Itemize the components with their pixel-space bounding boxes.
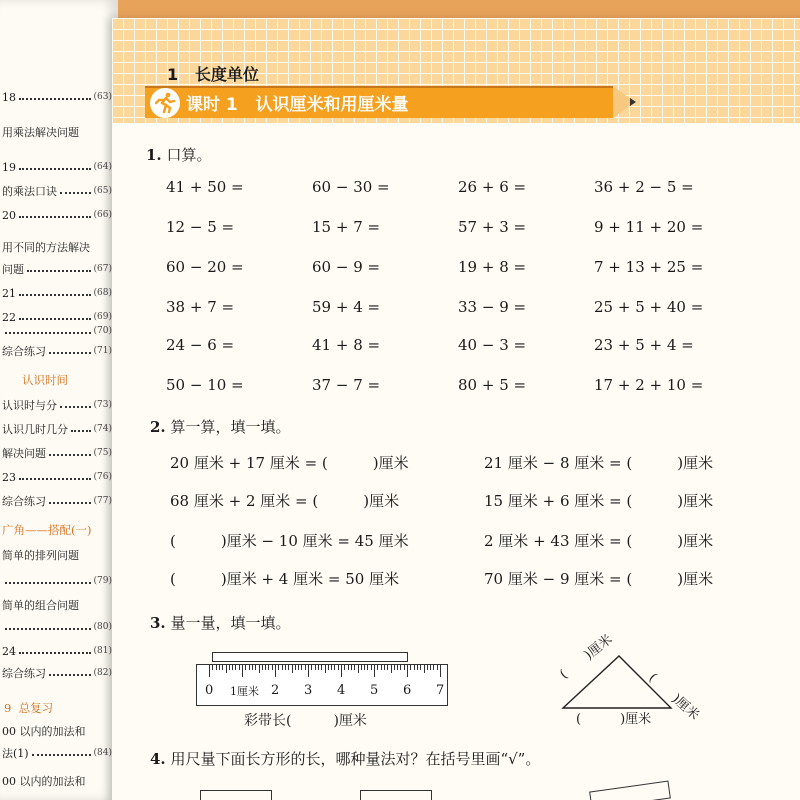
ruler-number: 4: [337, 683, 346, 698]
ruler-tick: [226, 665, 227, 673]
left-page: [0, 0, 118, 800]
toc-row: 简单的组合问题: [2, 599, 79, 612]
oral-calc-item: 41 + 50 =: [166, 178, 244, 196]
pencil-lead-shape: [630, 98, 636, 106]
ruler-tick: [361, 665, 362, 670]
ruler-tick: [292, 665, 293, 673]
ruler-tick: [285, 665, 286, 670]
ruler-tick: [262, 665, 263, 670]
ruler-tick: [354, 665, 355, 670]
toc-row: 22 (69): [2, 310, 112, 324]
oral-calc-item: 38 + 7 =: [166, 298, 235, 316]
ruler-tick: [219, 665, 220, 670]
ruler-tick: [348, 665, 349, 670]
oral-calc-item: 60 − 9 =: [312, 258, 381, 276]
fill-blank-item: 21 厘米 − 8 厘米 = ( )厘米: [484, 454, 714, 472]
ruler-number: 7: [436, 683, 445, 698]
triangle-base-label: ( )厘米: [576, 712, 652, 727]
runner-icon: [150, 88, 180, 118]
ruler-tick: [344, 665, 345, 670]
ruler-tick: [328, 665, 329, 670]
oral-calc-item: 12 − 5 =: [166, 218, 235, 236]
ruler-tick: [404, 665, 405, 670]
ruler-tick: [367, 665, 368, 670]
ruler-tick: [295, 665, 296, 670]
oral-calc-item: 7 + 13 + 25 =: [594, 258, 704, 276]
ruler-tick: [301, 665, 302, 670]
oral-calc-item: 50 − 10 =: [166, 376, 244, 394]
fill-blank-item: ( )厘米 − 10 厘米 = 45 厘米: [170, 532, 409, 550]
ruler-tick: [374, 665, 375, 677]
triangle-right-label: ( )厘米: [645, 670, 702, 724]
ruler-option-c: [589, 781, 671, 800]
ruler-tick: [268, 665, 269, 670]
ruler-tick: [305, 665, 306, 670]
toc-row: (79): [0, 572, 112, 590]
toc-row: 认识几时几分 (74): [2, 423, 112, 436]
ruler-tick: [377, 665, 378, 670]
ruler-tick: [242, 665, 243, 677]
oral-calc-item: 59 + 4 =: [312, 298, 381, 316]
triangle-left-label: ( )厘米: [557, 632, 616, 683]
toc-row: 21 (68): [2, 286, 112, 300]
ruler-tick: [417, 665, 418, 670]
question-2-title: 2. 算一算，填一填。: [150, 418, 291, 436]
oral-calc-item: 17 + 2 + 10 =: [594, 376, 704, 394]
toc-row: 综合练习 (77): [2, 495, 112, 508]
ribbon-length-label: 彩带长( )厘米: [244, 713, 367, 729]
toc-row: 用乘法解决问题: [2, 126, 79, 139]
oral-calc-item: 40 − 3 =: [458, 336, 527, 354]
ruler-tick: [424, 665, 425, 673]
toc-row: 用不同的方法解决: [2, 241, 90, 254]
toc-row: 20 (66): [2, 208, 112, 222]
ruler-tick: [288, 665, 289, 670]
right-page: [112, 18, 800, 800]
question-1-title: 1. 口算。: [146, 146, 212, 164]
ruler-tick: [430, 665, 431, 670]
ruler: [196, 664, 448, 706]
toc-row: 综合练习 (82): [2, 667, 112, 680]
toc-row: 19 (64): [2, 160, 112, 174]
section-heading: 广角——搭配(一): [2, 523, 92, 537]
ruler-number: 1厘米: [230, 685, 259, 698]
ruler-tick: [351, 665, 352, 670]
ruler-tick: [341, 665, 342, 677]
ruler-tick: [437, 665, 438, 670]
toc-row: 综合练习 (71): [2, 345, 112, 358]
ruler-tick: [391, 665, 392, 673]
ruler-tick: [338, 665, 339, 670]
lesson-title: 课时 1 认识厘米和用厘米量: [186, 95, 409, 115]
ruler-tick: [216, 665, 217, 670]
ruler-tick: [209, 665, 210, 677]
ruler-tick: [212, 665, 213, 670]
ruler-tick: [298, 665, 299, 670]
oral-calc-item: 25 + 5 + 40 =: [594, 298, 704, 316]
toc-row: 简单的排列问题: [2, 549, 79, 562]
oral-calc-item: 19 + 8 =: [458, 258, 527, 276]
ruler-tick: [321, 665, 322, 670]
ruler-tick: [358, 665, 359, 673]
ribbon-strip: [212, 652, 408, 662]
ruler-number: 2: [271, 683, 280, 698]
fill-blank-item: ( )厘米 + 4 厘米 = 50 厘米: [170, 570, 400, 588]
oral-calc-item: 80 + 5 =: [458, 376, 527, 394]
ruler-tick: [334, 665, 335, 670]
rectangle-option-b: [360, 790, 432, 800]
toc-row: 18 (63): [2, 90, 112, 104]
ruler-tick: [414, 665, 415, 670]
ruler-tick: [440, 665, 441, 677]
ruler-number: 0: [205, 683, 214, 698]
ruler-tick: [410, 665, 411, 670]
oral-calc-item: 60 − 30 =: [312, 178, 390, 196]
question-3-title: 3. 量一量，填一填。: [150, 614, 291, 632]
ruler-tick: [308, 665, 309, 677]
ruler-number: 3: [304, 683, 313, 698]
ruler-tick: [371, 665, 372, 670]
toc-row: (70): [0, 322, 112, 340]
ruler-tick: [407, 665, 408, 677]
toc-row: 00 以内的加法和: [2, 725, 86, 738]
ruler-tick: [229, 665, 230, 670]
oral-calc-item: 36 + 2 − 5 =: [594, 178, 694, 196]
fill-blank-item: 2 厘米 + 43 厘米 = ( )厘米: [484, 532, 714, 550]
rectangle-option-a: [200, 790, 272, 800]
ruler-tick: [252, 665, 253, 670]
ruler-tick: [384, 665, 385, 670]
ruler-tick: [387, 665, 388, 670]
oral-calc-item: 57 + 3 =: [458, 218, 527, 236]
ruler-tick: [259, 665, 260, 673]
ruler-tick: [318, 665, 319, 670]
toc-row: 23 (76): [2, 470, 112, 484]
toc-row: 的乘法口诀 (65): [2, 185, 112, 198]
unit-title: 1 长度单位: [167, 65, 259, 84]
ruler-tick: [381, 665, 382, 670]
fill-blank-item: 68 厘米 + 2 厘米 = ( )厘米: [170, 492, 400, 510]
oral-calc-item: 37 − 7 =: [312, 376, 381, 394]
fill-blank-item: 20 厘米 + 17 厘米 = ( )厘米: [170, 454, 409, 472]
oral-calc-item: 41 + 8 =: [312, 336, 381, 354]
oral-calc-item: 26 + 6 =: [458, 178, 527, 196]
ruler-tick: [249, 665, 250, 670]
ruler-tick: [275, 665, 276, 677]
ruler-tick: [325, 665, 326, 673]
ruler-number: 5: [370, 683, 379, 698]
ruler-tick: [420, 665, 421, 670]
ruler-tick: [364, 665, 365, 670]
ruler-tick: [311, 665, 312, 670]
ruler-number: 6: [403, 683, 412, 698]
ruler-tick: [331, 665, 332, 670]
oral-calc-item: 9 + 11 + 20 =: [594, 218, 704, 236]
oral-calc-item: 33 − 9 =: [458, 298, 527, 316]
ruler-tick: [394, 665, 395, 670]
oral-calc-item: 24 − 6 =: [166, 336, 235, 354]
ruler-tick: [222, 665, 223, 670]
toc-row: (80): [0, 618, 112, 636]
ruler-tick: [397, 665, 398, 670]
toc-row: 法(1) (84): [2, 747, 112, 760]
ruler-tick: [315, 665, 316, 670]
toc-row: 00 以内的加法和: [2, 775, 86, 788]
ruler-tick: [232, 665, 233, 670]
ruler-tick: [282, 665, 283, 670]
fill-blank-item: 15 厘米 + 6 厘米 = ( )厘米: [484, 492, 714, 510]
section-heading: 9 总复习: [4, 701, 54, 715]
oral-calc-item: 23 + 5 + 4 =: [594, 336, 694, 354]
ruler-tick: [400, 665, 401, 670]
ruler-tick: [245, 665, 246, 670]
ruler-tick: [272, 665, 273, 670]
toc-row: 24 (81): [2, 644, 112, 658]
oral-calc-item: 60 − 20 =: [166, 258, 244, 276]
ruler-tick: [427, 665, 428, 670]
question-4-title: 4. 用尺量下面长方形的长，哪种量法对？在括号里画“√”。: [150, 750, 541, 768]
fill-blank-item: 70 厘米 − 9 厘米 = ( )厘米: [484, 570, 714, 588]
ruler-tick: [433, 665, 434, 670]
ruler-tick: [265, 665, 266, 670]
section-heading: 认识时间: [22, 373, 68, 387]
toc-row: 认识时与分 (73): [2, 399, 112, 412]
ruler-tick: [239, 665, 240, 670]
toc-row: 问题 (67): [2, 263, 112, 276]
ruler-tick: [255, 665, 256, 670]
toc-row: 解决问题 (75): [2, 447, 112, 460]
ruler-tick: [235, 665, 236, 670]
oral-calc-item: 15 + 7 =: [312, 218, 381, 236]
ruler-tick: [278, 665, 279, 670]
